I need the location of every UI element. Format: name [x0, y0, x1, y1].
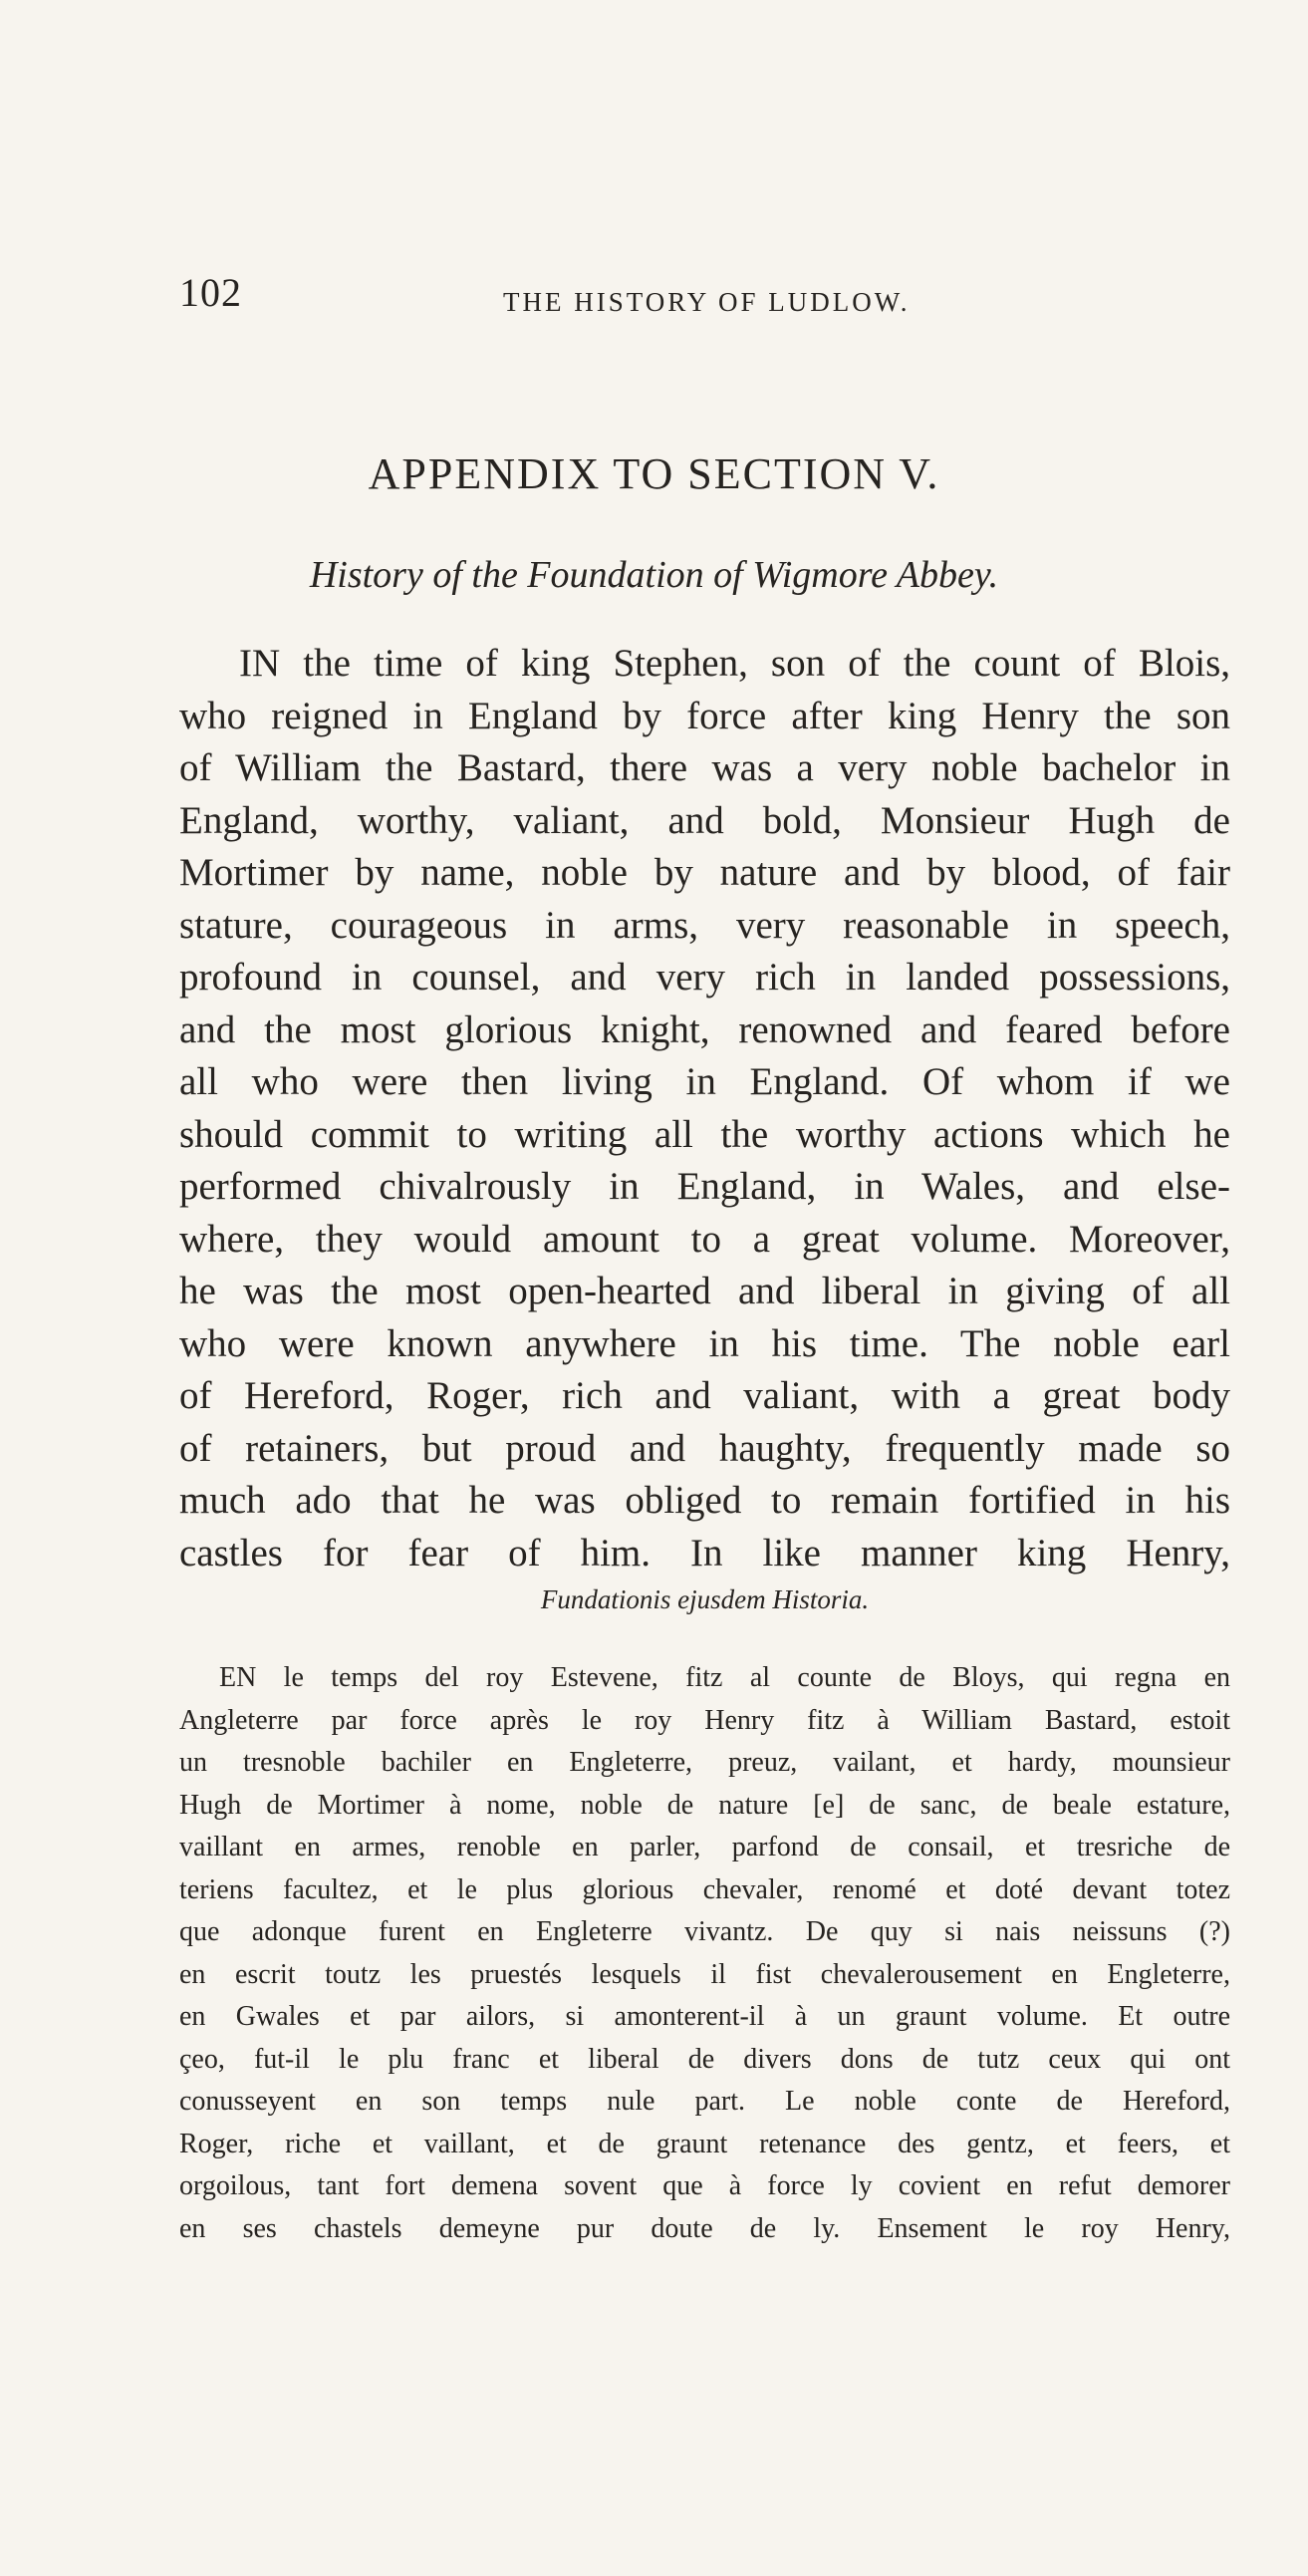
footnote-line: un tresnoble bachiler en Engleterre, preuz, vailant, et hardy, mounsieur — [179, 1747, 1230, 1778]
main-text-line: should commit to writing all the worthy actions which he — [179, 1112, 1230, 1156]
footnote-line: Angleterre par force après le roy Henry fitz à William Bastard, estoit — [179, 1704, 1230, 1736]
footnote-line: que adonque furent en Engleterre vivantz. De quy si nais neissuns (?) — [179, 1916, 1230, 1947]
appendix-subtitle: History of the Foundation of Wigmore Abbey. — [309, 554, 999, 596]
main-text-line: castles for fear of him. In like manner king Henry, — [179, 1531, 1230, 1574]
main-text-line: England, worthy, valiant, and bold, Monsieur Hugh de — [179, 798, 1230, 842]
main-text-line: Mortimer by name, noble by nature and by blood, of fair — [179, 851, 1230, 894]
running-title: THE HISTORY OF LUDLOW. — [503, 287, 911, 317]
main-text — [179, 638, 1230, 1579]
main-text-line: much ado that he was obliged to remain fortified in his — [179, 1479, 1230, 1522]
main-text-line: of William the Bastard, there was a very noble bachelor in — [179, 746, 1230, 789]
footnote-text — [179, 1657, 1230, 2250]
main-text-line: profound in counsel, and very rich in landed possessions, — [179, 956, 1230, 999]
page-number: 102 — [179, 270, 242, 315]
footnote-line: teriens facultez, et le plus glorious chevaler, renomé et doté devant totez — [179, 1873, 1230, 1905]
footnote-line: vaillant en armes, renoble en parler, parfond de consail, et tresriche de — [179, 1832, 1230, 1862]
footnote-line: çeo, fut-il le plu franc et liberal de divers dons de tutz ceux qui ont — [179, 2043, 1230, 2075]
main-text-line: who reigned in England by force after king Henry the son — [179, 694, 1230, 737]
main-text-line: he was the most open-hearted and liberal in giving of all — [179, 1270, 1230, 1312]
main-text-line: of retainers, but proud and haughty, frequently made so — [179, 1426, 1230, 1470]
footnote-heading: Fundationis ejusdem Historia. — [540, 1584, 870, 1614]
running-head — [0, 269, 1308, 329]
main-text-line: of Hereford, Roger, rich and valiant, with a great body — [179, 1374, 1230, 1417]
main-text-line: where, they would amount to a great volume. Moreover, — [179, 1217, 1230, 1261]
footnote-line: Roger, riche et vaillant, et de graunt retenance des gentz, et feers, et — [179, 2128, 1230, 2159]
footnote-line: en Gwales et par ailors, si amonterent-il à un graunt volume. Et outre — [179, 2001, 1230, 2032]
footnote-line: en ses chastels demeyne pur doute de ly. Ensement le roy Henry, — [179, 2212, 1230, 2244]
footnote-line: Hugh de Mortimer à nome, noble de nature [e] de sanc, de beale estature, — [179, 1789, 1230, 1821]
main-text-line: all who were then living in England. Of whom if we — [179, 1060, 1230, 1103]
main-text-line: IN the time of king Stephen, son of the count of Blois, — [239, 642, 1230, 685]
main-text-line: stature, courageous in arms, very reasonable in speech, — [179, 903, 1230, 947]
footnote-line: EN le temps del roy Estevene, fitz al counte de Bloys, qui regna en — [219, 1662, 1230, 1693]
footnote-line: conusseyent en son temps nule part. Le noble conte de Hereford, — [179, 2086, 1230, 2117]
main-text-line: who were known anywhere in his time. The noble earl — [179, 1321, 1230, 1365]
footnote-line: orgoilous, tant fort demena sovent que à force ly covient en refut demorer — [179, 2170, 1230, 2201]
main-text-line: and the most glorious knight, renowned and feared before — [179, 1007, 1230, 1051]
appendix-heading: APPENDIX TO SECTION V. — [368, 449, 940, 498]
main-text-line: performed chivalrously in England, in Wales, and else- — [179, 1165, 1230, 1208]
footnote-line: en escrit toutz les pruestés lesquels il fist chevalerousement en Engleterre, — [179, 1958, 1230, 1990]
